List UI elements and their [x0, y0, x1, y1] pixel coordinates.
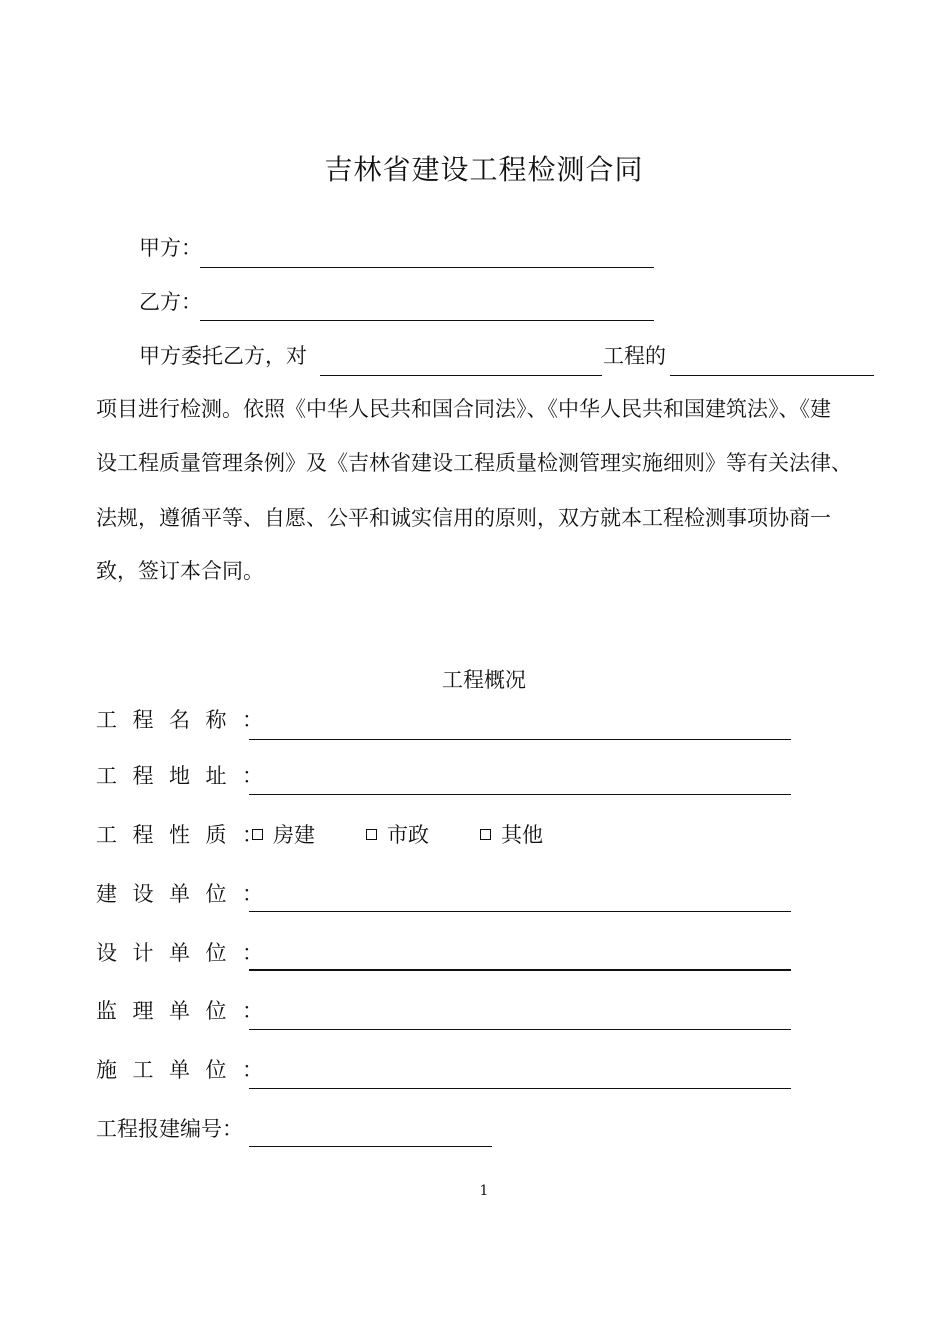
document-title: 吉林省建设工程检测合同: [324, 153, 644, 186]
party-a-label: 甲方：: [139, 236, 202, 260]
project-blank[interactable]: [320, 375, 602, 376]
entrust-mid: 工程的: [603, 344, 666, 368]
nature-option-other[interactable]: [480, 825, 543, 846]
overview-heading: 工程概况: [442, 668, 526, 692]
construction-unit-field[interactable]: [249, 911, 791, 912]
paragraph-line: 设工程质量管理条例》及《吉林省建设工程质量检测管理实施细则》等有关法律、: [96, 451, 852, 475]
nature-option-label: 房建: [273, 823, 315, 847]
page-number: 1: [479, 1183, 489, 1199]
project-name-field[interactable]: [249, 739, 791, 740]
nature-option-housing[interactable]: [252, 825, 315, 846]
item-blank[interactable]: [670, 375, 874, 376]
project-address-field[interactable]: [249, 794, 791, 795]
paragraph-line: 项目进行检测。依照《中华人民共和国合同法》、《中华人民共和国建筑法》、《建: [96, 397, 831, 421]
party-b-blank[interactable]: [200, 320, 654, 321]
party-b-label: 乙方：: [139, 290, 202, 314]
paragraph-line: 致，签订本合同。: [96, 559, 264, 583]
project-name-label: 工程名称：: [96, 708, 279, 732]
filing-number-label: 工程报建编号：: [96, 1117, 243, 1141]
contractor-unit-label: 施工单位：: [96, 1058, 279, 1082]
supervision-unit-field[interactable]: [249, 1029, 791, 1030]
project-nature-label: 工程性质：: [96, 823, 279, 847]
construction-unit-label: 建设单位：: [96, 882, 279, 906]
project-address-label: 工程地址：: [96, 764, 279, 788]
nature-option-label: 其他: [501, 823, 543, 847]
supervision-unit-label: 监理单位：: [96, 999, 279, 1023]
entrust-prefix: 甲方委托乙方，对: [139, 344, 307, 368]
nature-option-label: 市政: [387, 823, 429, 847]
checkbox-icon[interactable]: [252, 829, 263, 840]
checkbox-icon[interactable]: [366, 829, 377, 840]
party-a-blank[interactable]: [200, 267, 654, 268]
checkbox-icon[interactable]: [480, 829, 491, 840]
nature-option-municipal[interactable]: [366, 825, 429, 846]
filing-number-field[interactable]: [249, 1146, 492, 1147]
design-unit-label: 设计单位：: [96, 941, 279, 965]
contractor-unit-field[interactable]: [249, 1088, 791, 1089]
paragraph-line: 法规，遵循平等、自愿、公平和诚实信用的原则，双方就本工程检测事项协商一: [96, 506, 831, 530]
design-unit-field[interactable]: [249, 969, 791, 971]
